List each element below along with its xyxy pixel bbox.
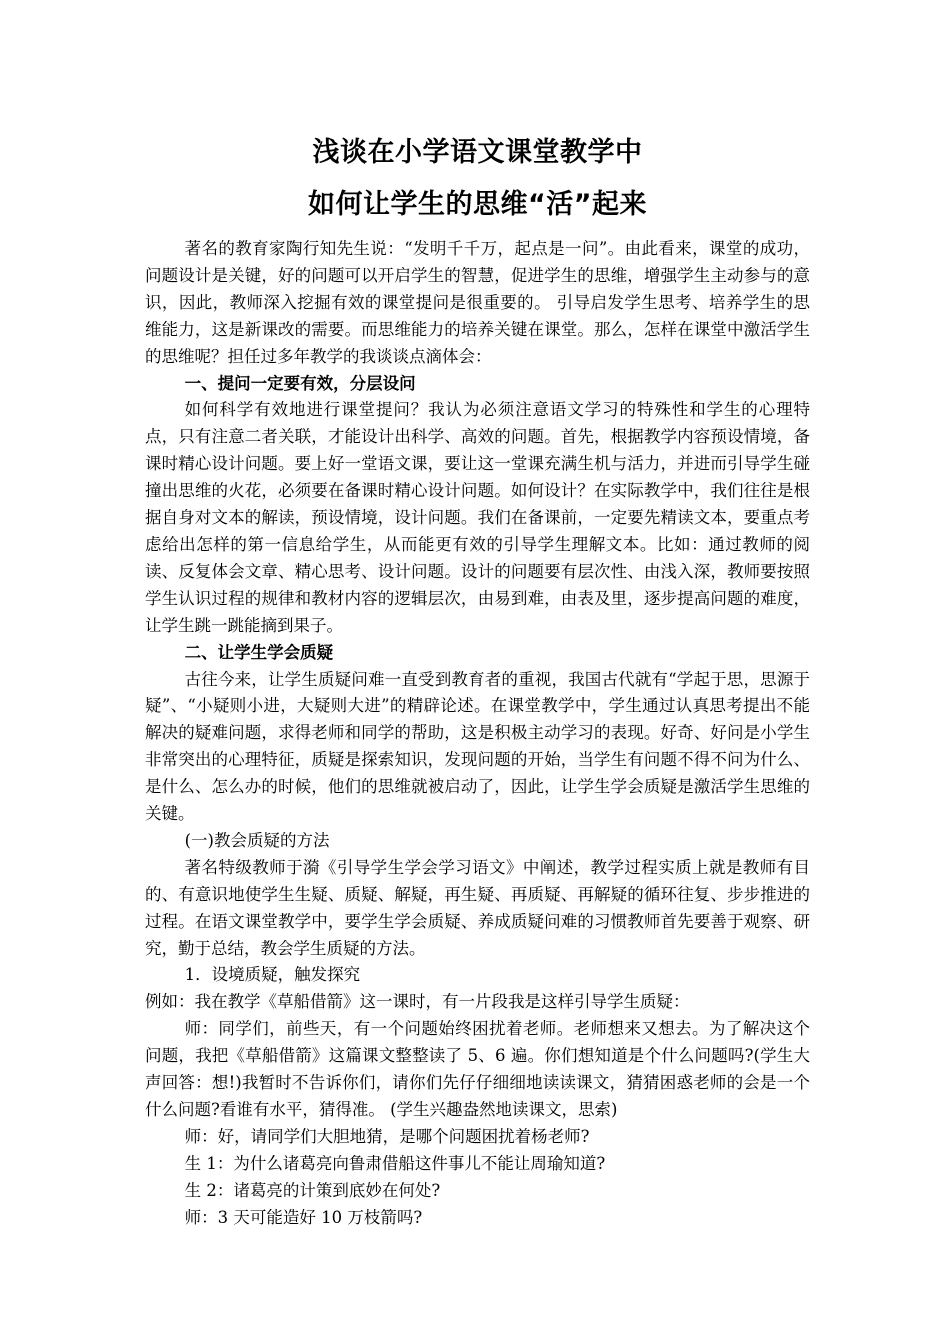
intro-paragraph: 著名的教育家陶行知先生说：“发明千千万，起点是一问”。由此看来，课堂的成功，问题设计是关键，好的问题可以开启学生的智慧，促进学生的思维，增强学生主动参与的意识，因此，教师深入挖掘有效的课堂提问是很重要的。 引导启发学生思考、培养学生的思维能力，这是新课改的需要。而思维能力的培养关键在课堂。那么，怎样在课堂中激活学生的思维呢？担任过多年教学的我谈谈点滴体会： bbox=[145, 239, 810, 366]
dialogue-teacher-3: 师：3 天可能造好 10 万枝箭吗? bbox=[184, 1207, 423, 1227]
section-heading-1: 一、提问一定要有效，分层设问 bbox=[184, 373, 416, 393]
section-heading-2: 二、让学生学会质疑 bbox=[184, 642, 334, 662]
dialogue-student-2: 生 2：诸葛亮的计策到底妙在何处? bbox=[184, 1180, 441, 1200]
example-intro: 例如：我在教学《草船借箭》这一课时，有一片段我是这样引导学生质疑： bbox=[145, 992, 690, 1012]
document-title-line-2: 如何让学生的思维“活”起来 bbox=[308, 189, 647, 220]
section-2-paragraph: 古往今来，让学生质疑问难一直受到教育者的重视，我国古代就有“学起于思，思源于疑”、“小疑则小进，大疑则大进”的精辟论述。在课堂教学中，学生通过认真思考提出不能解决的疑难问题，求得老师和同学的帮助，这是积极主动学习的表现。好奇、好问是小学生非常突出的心理特征，质疑是探索知识，发现问题的开始，当学生有问题不得不问为什么、是什么、怎么办的时候，他们的思维就被启动了，因此，让学生学会质疑是激活学生思维的关键。 bbox=[145, 669, 810, 824]
subsection-heading-1: (一)教会质疑的方法 bbox=[184, 830, 330, 850]
section-1-paragraph: 如何科学有效地进行课堂提问？我认为必须注意语文学习的特殊性和学生的心理特点，只有注意二者关联，才能设计出科学、高效的问题。首先，根据教学内容预设情境，备课时精心设计问题。要上好一堂语文课，要让这一堂课充满生机与活力，并进而引导学生碰撞出思维的火花，必须要在备课时精心设计问题。如何设计？在实际教学中，我们往往是根据自身对文本的解读，预设情境，设计问题。我们在备课前，一定要先精读文本，要重点考虑给出怎样的第一信息给学生，从而能更有效的引导学生理解文本。比如：通过教师的阅读、反复体会文章、精心思考、设计问题。设计的问题要有层次性、由浅入深，教师要按照学生认识过程的规律和教材内容的逻辑层次，由易到难，由表及里，逐步提高问题的难度，让学生跳一跳能摘到果子。 bbox=[145, 400, 810, 635]
document-body bbox=[145, 236, 810, 1232]
document-title-line-1: 浅谈在小学语文课堂教学中 bbox=[312, 137, 643, 168]
dialogue-teacher-2: 师：好，请同学们大胆地猜，是哪个问题困扰着杨老师? bbox=[184, 1126, 590, 1146]
dialogue-teacher-1: 师：同学们，前些天，有一个问题始终困扰着老师。老师想来又想去。为了解决这个问题，我把《草船借箭》这篇课文整整读了 5、6 遍。你们想知道是个什么问题吗?(学生大声回答：想!)我暂时不告诉你们，请你们先仔仔细细地读读课文，猜猜困惑老师的会是一个什么问题?看谁有水平，猜得准。 (学生兴趣盎然地读课文，思索) bbox=[145, 1019, 810, 1119]
subsection-1-paragraph: 著名特级教师于漪《引导学生学会学习语文》中阐述，教学过程实质上就是教师有目的、有意识地使学生生疑、质疑、解疑，再生疑、再质疑、再解疑的循环往复、步步推进的过程。在语文课堂教学中，要学生学会质疑、养成质疑问难的习惯教师首先要善于观察、研究，勤于总结，教会学生质疑的方法。 bbox=[145, 857, 810, 958]
dialogue-student-1: 生 1：为什么诸葛亮向鲁肃借船这件事儿不能让周瑜知道? bbox=[184, 1153, 606, 1173]
method-heading-1: 1．设境质疑，触发探究 bbox=[184, 965, 361, 985]
